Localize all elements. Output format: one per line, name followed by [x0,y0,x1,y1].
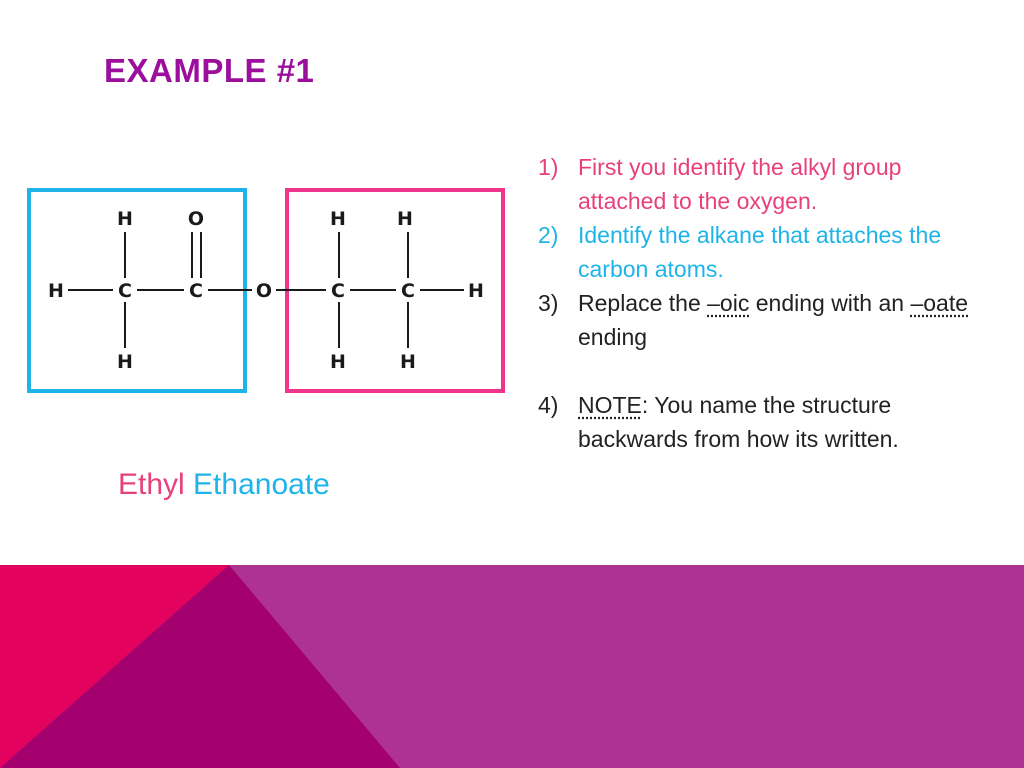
atom-c4-top-h: H [397,208,413,230]
step-3-text-before: Replace the [578,290,708,316]
atom-c2: C [189,280,203,302]
compound-name-acid: Ethanoate [193,468,330,501]
step-3-text-after: ending [578,324,648,350]
step-3-text-middle: ending with an [749,290,911,316]
compound-name-alkyl: Ethyl [118,468,185,501]
slide-title: EXAMPLE #1 [104,52,315,89]
atom-c3-bottom-h: H [330,351,346,373]
footer-decoration [0,565,1024,768]
step-3-oic-term: –oic [707,290,750,316]
atom-c4-bottom-h: H [400,351,416,373]
atom-c1-top-h: H [117,208,133,230]
step-1-number: 1) [538,154,559,180]
atom-c1: C [118,280,132,302]
step-3-number: 3) [538,290,559,316]
step-2 [538,218,978,286]
step-3 [538,286,978,354]
step-4-text: : You name the structure backwards from how its written. [578,392,899,452]
atom-c3: C [331,280,345,302]
atom-h-right: H [468,280,484,302]
atom-c1-bottom-h: H [117,351,133,373]
step-4 [538,388,978,456]
step-4-note-label: NOTE [578,392,642,418]
step-3-oate-term: –oate [910,290,969,316]
step-4-number: 4) [538,392,559,418]
atom-h-left: H [48,280,64,302]
compound-name [118,468,330,502]
step-1 [538,150,978,218]
step-1-text: First you identify the alkyl group attached to the oxygen. [578,154,902,214]
step-2-text: Identify the alkane that attaches the carbon atoms. [578,222,942,282]
atom-bridge-o: O [255,280,273,302]
atom-carbonyl-o: O [187,208,205,230]
atom-c4: C [401,280,415,302]
atom-c3-top-h: H [330,208,346,230]
steps-list [538,150,978,456]
step-2-number: 2) [538,222,559,248]
